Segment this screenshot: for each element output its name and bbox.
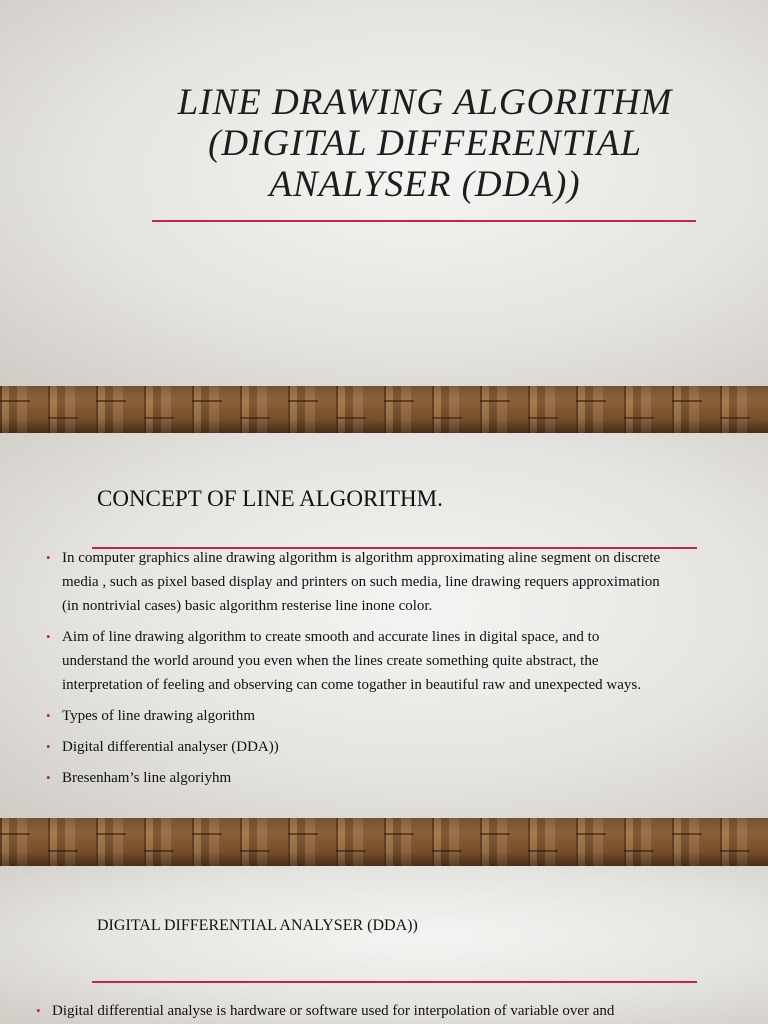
wood-floor-divider-2 bbox=[0, 818, 768, 866]
slide-1-title-underline bbox=[152, 220, 696, 222]
list-item: • Aim of line drawing algorithm to create smooth and accurate lines in digital space, and to understand the world around you even when the lines create something quite abstract, the interpretation of feeling and observing can come togather in beautiful raw and unexpected ways. bbox=[62, 625, 662, 697]
list-item: • Types of line drawing algorithm bbox=[62, 704, 662, 728]
list-item: • Bresenham’s line algoriyhm bbox=[62, 766, 662, 790]
bullet-icon: • bbox=[46, 708, 51, 723]
slide-3-title: DIGITAL DIFFERENTIAL ANALYSER (DDA)) bbox=[97, 917, 418, 934]
list-item: • Digital differential analyse is hardware or software used for interpolation of variable over and bbox=[52, 999, 692, 1023]
wood-floor-divider-1 bbox=[0, 386, 768, 433]
list-item: • In computer graphics aline drawing algorithm is algorithm approximating aline segment on discrete media , such as pixel based display and printers on such media, line drawing requers approximation (in nontrivial cases) basic algorithm resterise line inone color. bbox=[62, 546, 662, 618]
slide-1 bbox=[0, 0, 768, 386]
slide-2-title: CONCEPT OF LINE ALGORITHM. bbox=[97, 486, 443, 511]
bullet-icon: • bbox=[46, 550, 51, 565]
bullet-icon: • bbox=[36, 1003, 41, 1018]
slide-3-bullet-list bbox=[36, 999, 692, 1023]
slide-3-title-underline bbox=[92, 981, 697, 983]
bullet-icon: • bbox=[46, 629, 51, 644]
slide-2-bullet-list bbox=[46, 546, 662, 797]
slide-1-title: LINE DRAWING ALGORITHM (DIGITAL DIFFERENTIAL ANALYSER (DDA)) bbox=[177, 82, 673, 205]
bullet-icon: • bbox=[46, 739, 51, 754]
list-item: • Digital differential analyser (DDA)) bbox=[62, 735, 662, 759]
bullet-icon: • bbox=[46, 770, 51, 785]
